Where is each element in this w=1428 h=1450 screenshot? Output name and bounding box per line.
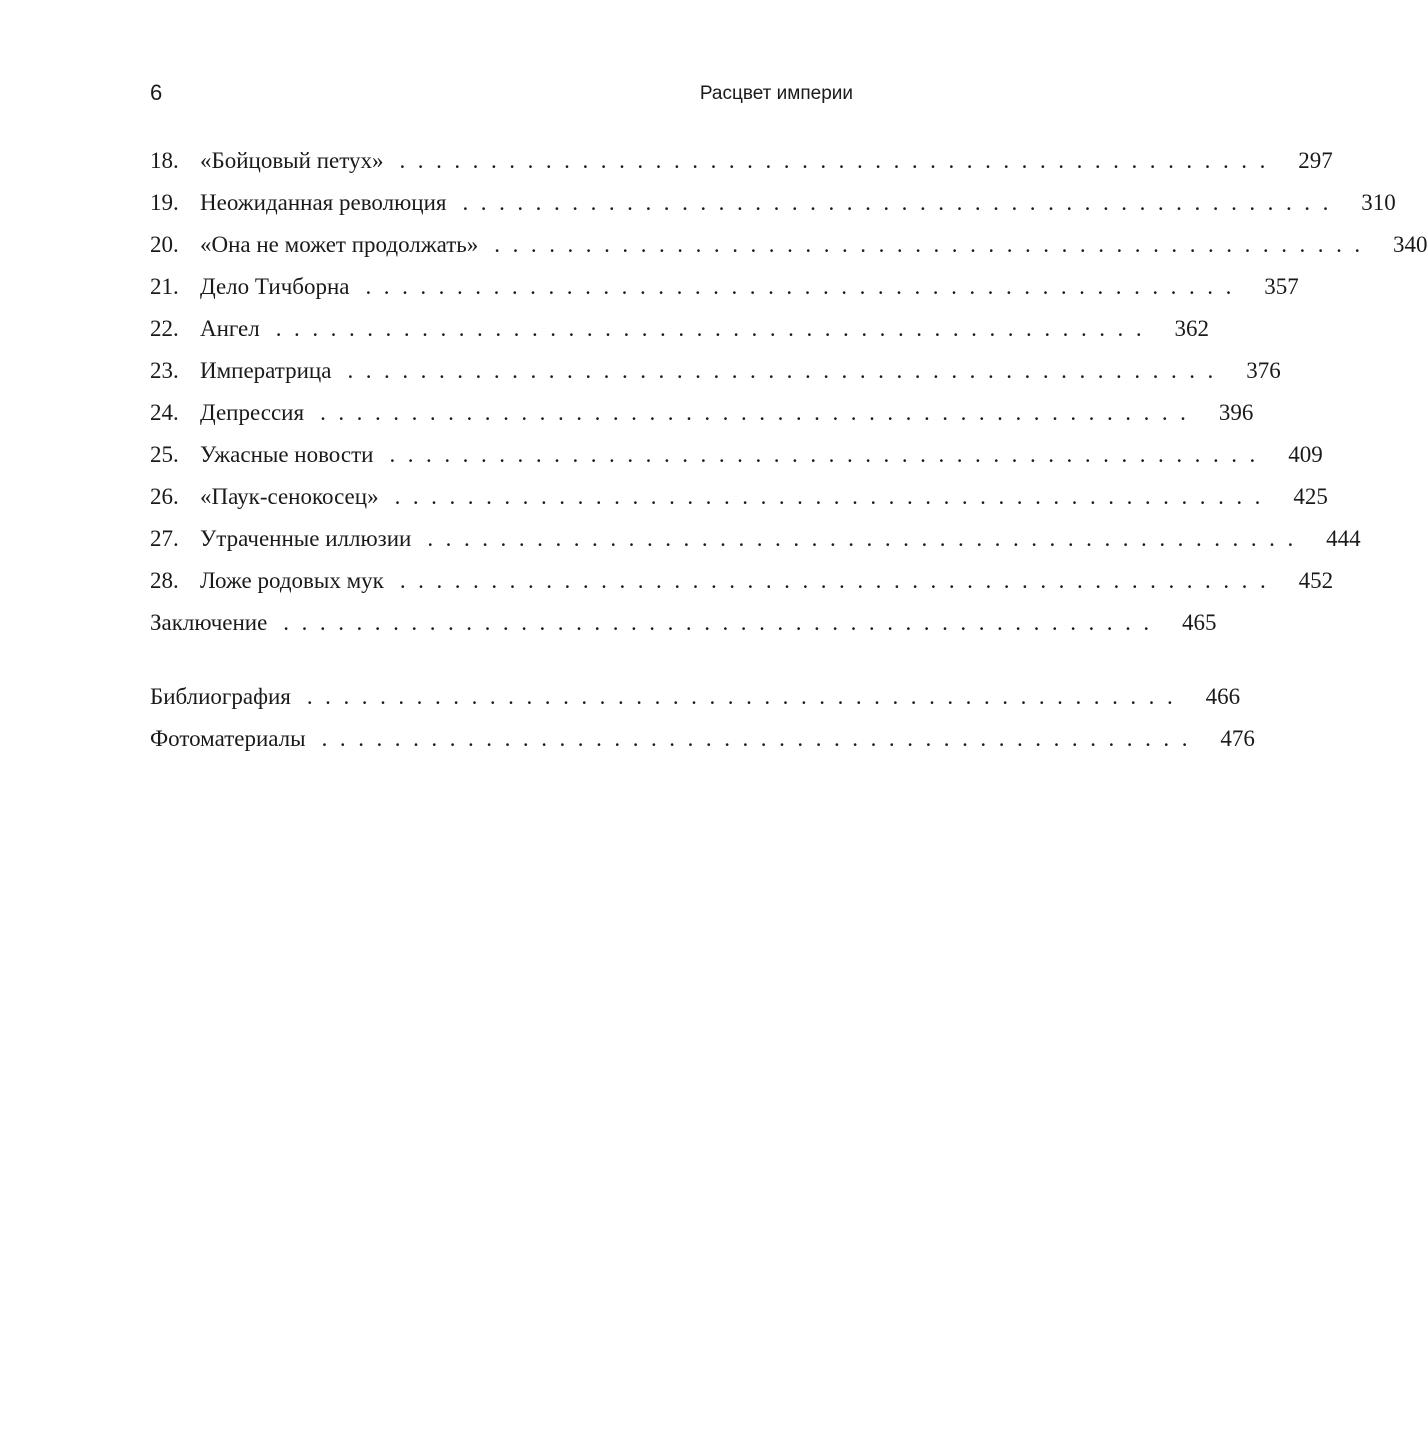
page-reference: 376 xyxy=(1246,358,1281,383)
chapter-number: 21. xyxy=(150,274,179,299)
back-matter-title: Фотоматериалы xyxy=(150,726,306,751)
chapter-title: Ангел xyxy=(200,316,260,341)
chapter-title: «Бойцовый петух» xyxy=(200,148,384,173)
dot-leader: . . . . . . . . . . . . . . . . . . . . . . . . . . . . . . . . . . . . . . . . . . . . . . . . xyxy=(275,316,1145,341)
page-number: 6 xyxy=(150,80,163,105)
toc-back-matter xyxy=(150,676,1255,760)
dot-leader: . . . . . . . . . . . . . . . . . . . . . . . . . . . . . . . . . . . . . . . . . . . . . . . . xyxy=(394,484,1264,509)
toc-entry xyxy=(150,140,1333,182)
chapter-number: 25. xyxy=(150,442,179,467)
page-reference: 409 xyxy=(1288,442,1323,467)
page-reference: 396 xyxy=(1218,400,1254,425)
chapter-number: 24. xyxy=(150,400,179,425)
dot-leader: . . . . . . . . . . . . . . . . . . . . . . . . . . . . . . . . . . . . . . . . . . . . . . . . xyxy=(320,400,1190,425)
dot-leader: . . . . . . . . . . . . . . . . . . . . . . . . . . . . . . . . . . . . . . . . . . . . . . . . xyxy=(462,190,1332,215)
toc-entry xyxy=(150,266,1299,308)
toc-entry xyxy=(150,350,1281,392)
toc-entry-back-matter xyxy=(150,718,1255,760)
running-head xyxy=(150,80,853,110)
chapter-title: Утраченные иллюзии xyxy=(200,526,412,551)
toc-chapters xyxy=(150,140,1428,644)
dot-leader: . . . . . . . . . . . . . . . . . . . . . . . . . . . . . . . . . . . . . . . . . . . . . . . . xyxy=(399,148,1269,173)
dot-leader: . . . . . . . . . . . . . . . . . . . . . . . . . . . . . . . . . . . . . . . . . . . . . . . . xyxy=(321,726,1191,751)
toc-entry xyxy=(150,308,1209,350)
page-reference: 466 xyxy=(1205,684,1241,709)
toc-entry xyxy=(150,560,1334,602)
toc-entry xyxy=(150,224,1428,266)
chapter-number: 27. xyxy=(150,526,179,551)
chapter-title: Ужасные новости xyxy=(200,442,374,467)
book-title: Расцвет империи xyxy=(699,83,853,104)
chapter-number: 22. xyxy=(150,316,179,341)
page-reference: 310 xyxy=(1361,190,1396,215)
dot-leader: . . . . . . . . . . . . . . . . . . . . . . . . . . . . . . . . . . . . . . . . . . . . . . . . xyxy=(283,610,1153,635)
page-reference: 465 xyxy=(1182,610,1217,635)
dot-leader: . . . . . . . . . . . . . . . . . . . . . . . . . . . . . . . . . . . . . . . . . . . . . . . . xyxy=(347,358,1217,383)
page-reference: 452 xyxy=(1298,568,1334,593)
back-matter-title: Библиография xyxy=(150,684,291,709)
page-reference: 297 xyxy=(1298,148,1333,173)
chapter-title: Ложе родовых мук xyxy=(200,568,384,593)
table-of-contents xyxy=(150,140,1428,760)
dot-leader: . . . . . . . . . . . . . . . . . . . . . . . . . . . . . . . . . . . . . . . . . . . . . . . . xyxy=(306,684,1177,709)
chapter-title: Депрессия xyxy=(200,400,305,425)
toc-entry-back-matter xyxy=(150,676,1241,718)
chapter-title: Неожиданная революция xyxy=(200,190,447,215)
dot-leader: . . . . . . . . . . . . . . . . . . . . . . . . . . . . . . . . . . . . . . . . . . . . . . . . xyxy=(494,232,1364,257)
toc-entry xyxy=(150,476,1328,518)
chapter-title: Дело Тичборна xyxy=(200,274,350,299)
dot-leader: . . . . . . . . . . . . . . . . . . . . . . . . . . . . . . . . . . . . . . . . . . . . . . . . xyxy=(389,442,1259,467)
toc-entry xyxy=(150,434,1323,476)
chapter-number: 26. xyxy=(150,484,179,509)
page-reference: 425 xyxy=(1293,484,1328,509)
toc-entry xyxy=(150,392,1254,434)
chapter-number: 18. xyxy=(150,148,179,173)
chapter-number: 28. xyxy=(150,568,179,593)
chapter-number: 19. xyxy=(150,190,179,215)
chapter-title: «Паук-сенокосец» xyxy=(200,484,379,509)
chapter-number: 20. xyxy=(150,232,179,257)
chapter-title: «Она не может продолжать» xyxy=(200,232,479,257)
page-reference: 362 xyxy=(1174,316,1209,341)
page-reference: 444 xyxy=(1326,526,1361,551)
page-reference: 357 xyxy=(1264,274,1299,299)
page-reference: 340 xyxy=(1393,232,1428,257)
page-reference: 476 xyxy=(1220,726,1255,751)
dot-leader: . . . . . . . . . . . . . . . . . . . . . . . . . . . . . . . . . . . . . . . . . . . . . . . . xyxy=(365,274,1235,299)
chapter-number: 23. xyxy=(150,358,179,383)
conclusion-title: Заключение xyxy=(150,610,268,635)
chapter-title: Императрица xyxy=(200,358,332,383)
dot-leader: . . . . . . . . . . . . . . . . . . . . . . . . . . . . . . . . . . . . . . . . . . . . . . . . xyxy=(399,568,1270,593)
toc-entry-conclusion xyxy=(150,602,1217,644)
toc-entry xyxy=(150,182,1396,224)
toc-entry xyxy=(150,518,1361,560)
dot-leader: . . . . . . . . . . . . . . . . . . . . . . . . . . . . . . . . . . . . . . . . . . . . . . . . xyxy=(427,526,1297,551)
